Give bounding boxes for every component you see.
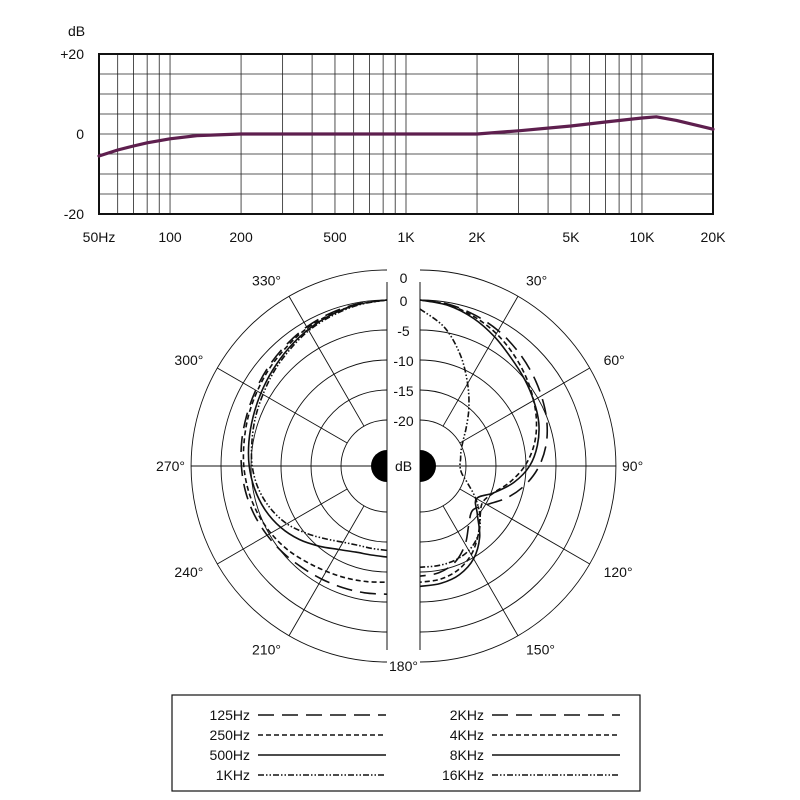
polar-radius-label: -10 — [393, 353, 414, 369]
legend-label: 2KHz — [449, 707, 484, 723]
polar-radius-label: 0 — [399, 293, 408, 309]
legend-label: 125Hz — [209, 707, 250, 723]
fr-x-tick-label: 500 — [323, 229, 347, 245]
polar-angle-label: 150° — [526, 641, 555, 658]
polar-angle-label: 330° — [252, 272, 281, 289]
polar-center-dot-left — [371, 450, 387, 482]
frequency-response-chart — [60, 23, 726, 245]
legend — [172, 695, 640, 791]
fr-x-tick-label: 50Hz — [82, 229, 116, 245]
fr-y-tick-label: +20 — [60, 46, 84, 62]
polar-angle-label: 30° — [526, 272, 548, 289]
polar-angle-label: 0 — [399, 270, 408, 286]
polar-angle-label: 180° — [389, 658, 418, 674]
polar-curve-1khz — [251, 300, 387, 550]
legend-label: 16KHz — [441, 767, 484, 783]
polar-curve-16khz — [420, 309, 480, 567]
fr-x-tick-label: 1K — [397, 229, 415, 245]
polar-center-dot-right — [420, 450, 436, 482]
legend-label: 250Hz — [209, 727, 250, 743]
fr-y-tick-label: 0 — [76, 126, 84, 142]
polar-curve-125hz — [241, 300, 387, 594]
fr-x-tick-label: 2K — [468, 229, 486, 245]
polar-radius-label: -5 — [397, 323, 410, 339]
polar-angle-label: 210° — [252, 641, 281, 658]
polar-angle-label: 120° — [603, 564, 633, 580]
polar-curve-2khz — [420, 300, 547, 576]
polar-angle-label: 300° — [174, 352, 204, 368]
polar-radius-label: -15 — [393, 383, 414, 399]
legend-label: 8KHz — [449, 747, 484, 763]
polar-pattern-chart — [156, 256, 643, 676]
polar-unit-label: dB — [394, 458, 413, 474]
fr-y-ticks — [60, 46, 84, 222]
fr-x-tick-label: 20K — [700, 229, 726, 245]
legend-label: 1KHz — [215, 767, 250, 783]
polar-curve-500hz — [248, 300, 387, 557]
polar-curve-8khz — [420, 300, 539, 586]
fr-y-axis-label: dB — [68, 23, 86, 39]
fr-x-tick-label: 100 — [158, 229, 182, 245]
polar-angle-label: 90° — [622, 458, 644, 474]
polar-radius-label: -20 — [393, 413, 414, 429]
polar-angle-label: 60° — [603, 352, 625, 368]
legend-label: 4KHz — [449, 727, 484, 743]
polar-angle-label: 270° — [156, 458, 185, 474]
legend-label: 500Hz — [209, 747, 250, 763]
polar-angle-label: 240° — [174, 564, 204, 580]
fr-x-tick-label: 5K — [562, 229, 580, 245]
fr-y-tick-label: -20 — [63, 206, 84, 222]
fr-x-ticks — [83, 229, 726, 245]
fr-x-tick-label: 200 — [229, 229, 253, 245]
fr-x-tick-label: 10K — [629, 229, 655, 245]
